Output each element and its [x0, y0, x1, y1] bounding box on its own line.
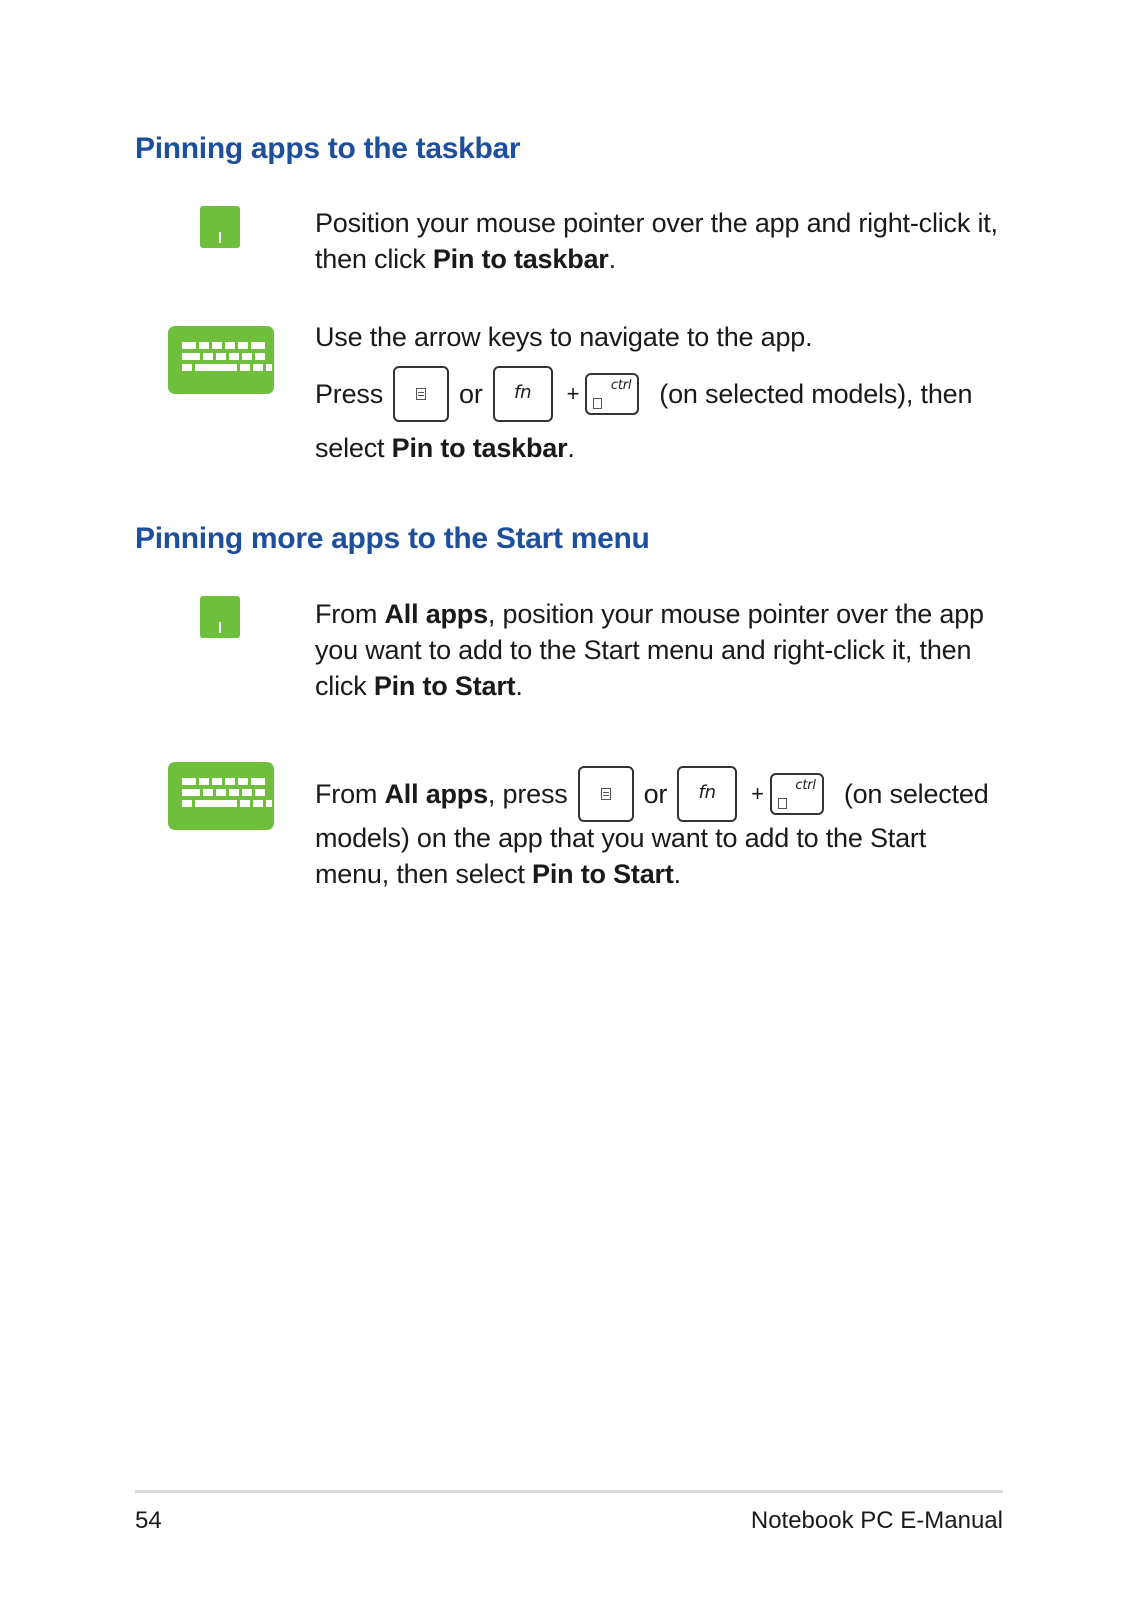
footer-divider — [135, 1490, 1003, 1493]
plus-text: + — [566, 381, 580, 406]
menu-key-icon — [416, 388, 426, 400]
section-heading-taskbar: Pinning apps to the taskbar — [135, 132, 521, 165]
from-text: From — [315, 778, 385, 809]
page-number: 54 — [135, 1507, 162, 1534]
keyboard-instruction-select: select Pin to taskbar. — [315, 433, 575, 463]
or-text: or — [643, 778, 668, 809]
ctrl-key: ctrl — [585, 373, 639, 415]
touchpad-icon — [200, 596, 240, 638]
menu-key-icon — [778, 798, 787, 809]
menu-key-icon — [601, 788, 611, 800]
keyboard-shortcut-line — [315, 364, 972, 424]
ctrl-key: ctrl — [770, 773, 824, 815]
touchpad-instruction-taskbar: Position your mouse pointer over the app and right-click it, then click Pin to taskbar. — [315, 208, 998, 274]
or-text: or — [459, 378, 483, 409]
on-selected-text: (on selected — [843, 778, 989, 809]
menu-key — [393, 366, 449, 422]
keyboard-shortcut-line — [315, 764, 989, 824]
keyboard-instruction-line1: Use the arrow keys to navigate to the app. — [315, 322, 813, 352]
keyboard-icon — [168, 762, 274, 830]
menu-key — [578, 766, 634, 822]
manual-title: Notebook PC E-Manual — [750, 1507, 1003, 1534]
menu-key-icon — [593, 398, 602, 409]
touchpad-instruction-start: From All apps, position your mouse pointer over the app you want to add to the Start menu and right-click it, then click Pin to Start. — [315, 599, 984, 701]
keyboard-instruction-start: models) on the app that you want to add to the Start menu, then select Pin to Start. — [315, 823, 926, 889]
press-text: Press — [315, 378, 384, 409]
plus-text: + — [751, 781, 764, 806]
touchpad-icon — [200, 206, 240, 248]
keyboard-icon — [168, 326, 274, 394]
all-apps-text: All apps — [384, 778, 488, 809]
fn-key: fn — [493, 366, 553, 422]
section-heading-start-menu: Pinning more apps to the Start menu — [135, 522, 650, 555]
press-text: , press — [487, 778, 568, 809]
on-selected-models-text: (on selected models), then — [659, 378, 973, 409]
fn-key: fn — [677, 766, 737, 822]
